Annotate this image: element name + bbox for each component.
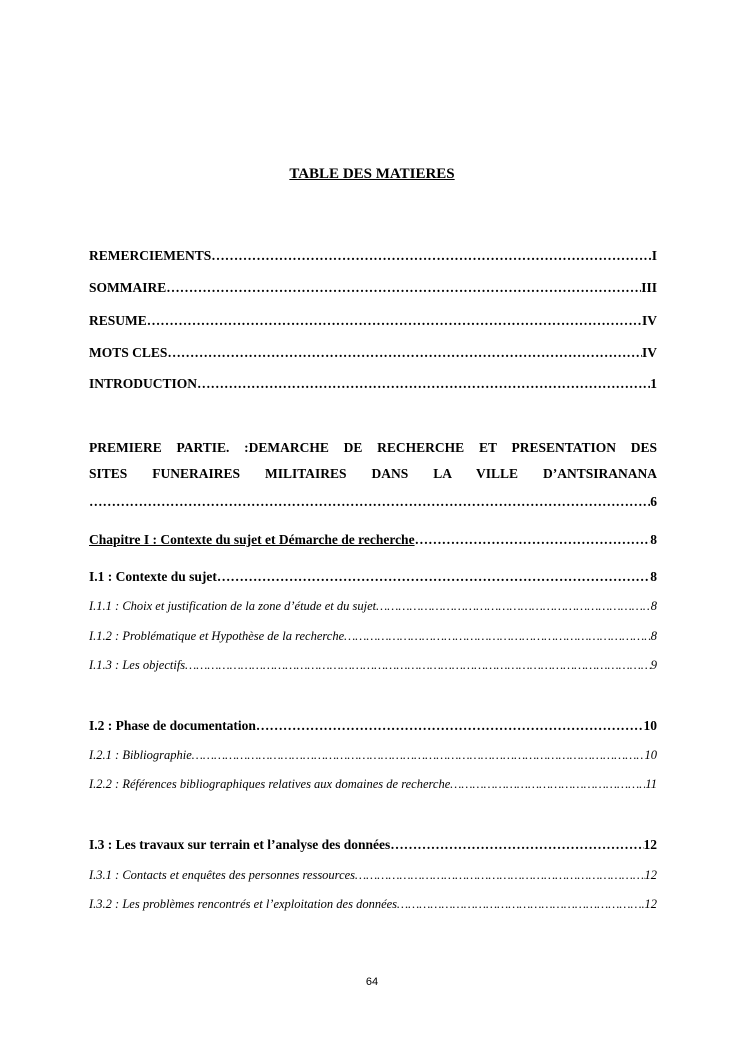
dot-leader [344,629,651,644]
dot-leader [450,777,645,792]
toc-entry-label: I.3 : Les travaux sur terrain et l’analyse des données [89,837,391,852]
toc-entry-label: I.2 : Phase de documentation [89,718,256,733]
dot-leader [211,248,651,264]
toc-chapter-1 [89,532,657,548]
toc-subsection-1-1-3 [89,658,657,673]
toc-subsection-1-2-1 [89,748,657,763]
dot-leader [185,658,651,673]
toc-entry-label: INTRODUCTION [89,376,198,391]
toc-entry-page: IV [641,313,657,328]
dot-leader [147,313,642,329]
toc-entry-page: 12 [643,837,657,852]
toc-entry-page: I [651,248,657,263]
toc-entry-page: 9 [650,658,657,672]
toc-entry-page: 8 [650,629,657,643]
toc-subsection-1-1-1 [89,599,657,614]
dot-leader [166,280,641,296]
toc-entry-label: SOMMAIRE [89,280,167,295]
toc-entry-label: I.3.1 : Contacts et enquêtes des personnes ressources [89,868,356,882]
toc-entry-page: 10 [644,748,657,762]
toc-entry-page: 8 [650,599,657,613]
part-heading-line-2: SITES FUNERAIRES MILITAIRES DANS LA VILLE D’ANTSIRANANA [89,466,657,481]
dot-leader [197,376,650,392]
toc-entry-page: 11 [645,777,657,791]
toc-subsection-1-1-2 [89,629,657,644]
toc-entry-page: IV [641,345,657,360]
dot-leader [217,569,650,585]
toc-entry-label: I.1.3 : Les objectifs [89,658,186,672]
toc-entry-page: 8 [650,532,657,547]
toc-entry-remerciements [89,248,657,264]
dot-leader [415,532,651,548]
toc-entry-label: I.1.2 : Problématique et Hypothèse de la recherche [89,629,345,643]
dot-leader [89,494,650,510]
toc-entry-page: 6 [650,494,657,509]
page-title: TABLE DES MATIERES [289,166,455,182]
toc-entry-mots-cles [89,345,657,361]
toc-entry-resume [89,313,657,329]
page-number: 64 [365,976,379,988]
dot-leader [390,837,643,853]
part-heading-leader [89,494,657,510]
toc-subsection-1-3-2 [89,897,657,912]
toc-entry-label: MOTS CLES [89,345,168,360]
dot-leader [256,718,644,734]
toc-entry-page: III [641,280,657,295]
toc-entry-label: I.2.1 : Bibliographie [89,748,192,762]
toc-entry-page: 1 [650,376,657,391]
dot-leader [397,897,644,912]
dot-leader [355,868,644,883]
toc-entry-label: Chapitre I : Contexte du sujet et Démarche de recherche [89,532,415,547]
toc-subsection-1-2-2 [89,777,657,792]
dot-leader [167,345,642,361]
toc-entry-page: 8 [650,569,657,584]
toc-entry-label: I.2.2 : Références bibliographiques relatives aux domaines de recherche [89,777,451,791]
toc-entry-label: I.3.2 : Les problèmes rencontrés et l’exploitation des données [89,897,398,911]
toc-section-1-1 [89,569,657,585]
toc-section-1-3 [89,837,657,853]
toc-entry-label: I.1 : Contexte du sujet [89,569,217,584]
toc-entry-label: REMERCIEMENTS [89,248,212,263]
toc-entry-sommaire [89,280,657,296]
toc-entry-page: 12 [644,868,657,882]
toc-section-1-2 [89,718,657,734]
toc-entry-introduction [89,376,657,392]
toc-entry-label: RESUME [89,313,147,328]
dot-leader [192,748,645,763]
part-heading-line-1: PREMIERE PARTIE. :DEMARCHE DE RECHERCHE ET PRESENTATION DES [89,440,657,455]
toc-entry-label: I.1.1 : Choix et justification de la zone d’étude et du sujet [89,599,377,613]
toc-entry-page: 10 [643,718,657,733]
dot-leader [376,599,651,614]
toc-entry-page: 12 [644,897,657,911]
toc-subsection-1-3-1 [89,868,657,883]
